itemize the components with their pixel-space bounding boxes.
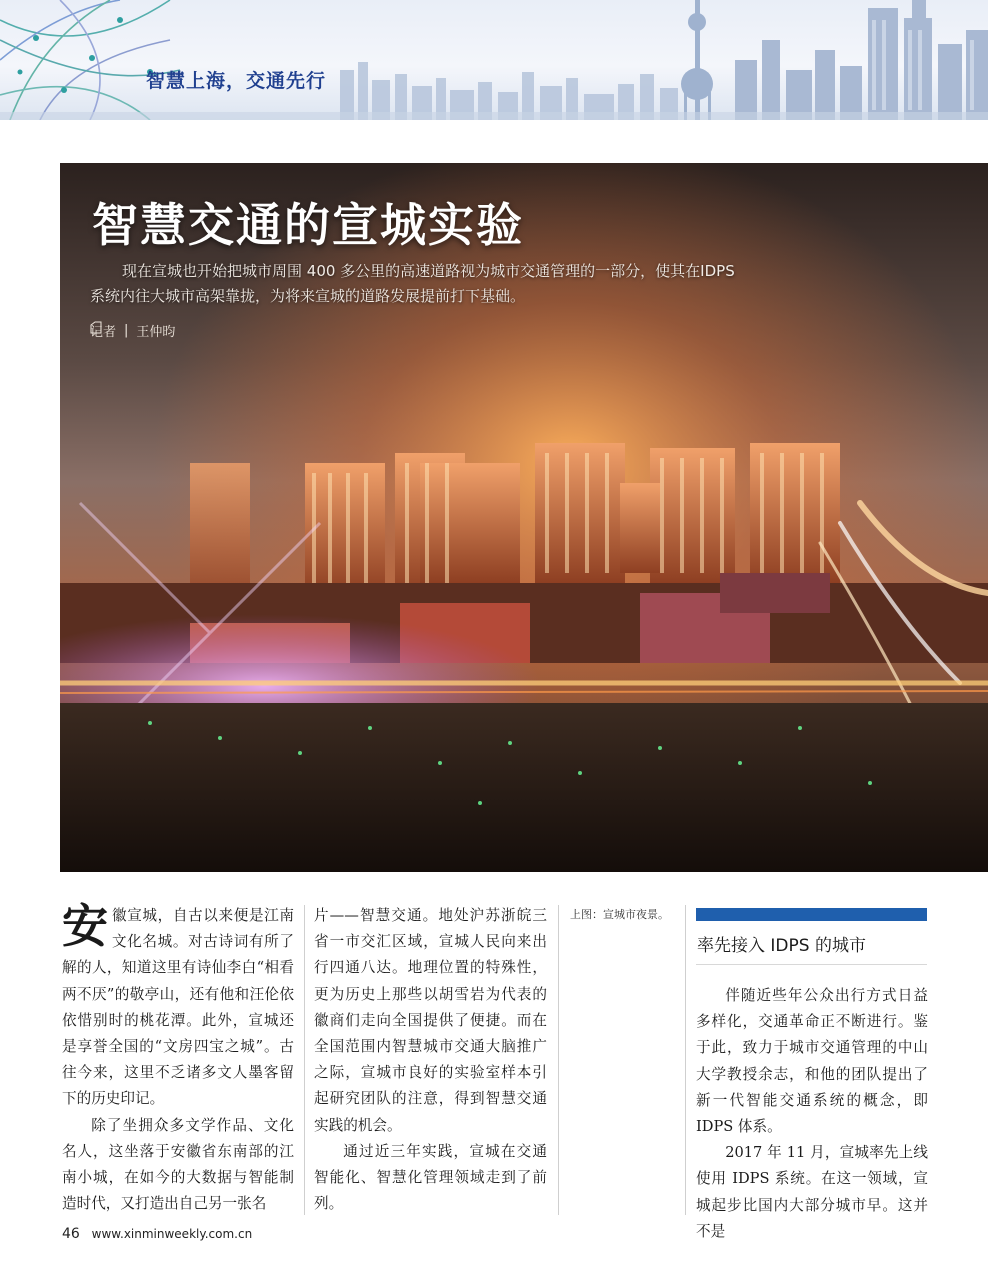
paragraph-2: 除了坐拥众多文学作品、文化名人，这坐落于安徽省东南部的江南小城，在如今的大数据与智能制造时代，又打造出自己另一张名 — [62, 1116, 294, 1213]
article-column-4 — [696, 983, 928, 1245]
article-column-2 — [314, 903, 547, 1217]
page-footer — [62, 1226, 252, 1242]
article-headline: 智慧交通的宣城实验 — [92, 198, 524, 252]
skyline-illustration — [0, 0, 988, 120]
section-subhead: 率先接入 IDPS 的城市 — [697, 936, 866, 956]
subhead-rule — [696, 964, 927, 965]
pen-icon — [90, 321, 102, 334]
header-banner — [0, 0, 988, 120]
article-column-1 — [62, 899, 294, 1217]
paragraph-4: 通过近三年实践，宣城在交通智能化、智慧化管理领域走到了前列。 — [314, 1142, 547, 1213]
section-title: 智慧上海，交通先行 — [146, 70, 327, 92]
paragraph-1: 徽宣城，自古以来便是江南文化名城。对古诗词有所了解的人，知道这里有诗仙李白“相看两不厌”的敬亭山，还有他和汪伦依依惜别时的桃花潭。此外，宣城还是享誉全国的“文房四宝之城”。古往今来，这里不乏诸多文人墨客留下的历史印记。 — [62, 907, 294, 1108]
page-number: 46 — [62, 1226, 80, 1242]
byline — [90, 321, 175, 340]
article-standfirst: 现在宣城也开始把城市周围 400 多公里的高速道路视为城市交通管理的一部分，使其在IDPS 系统内往大城市高架靠拢，为将来宣城的道路发展提前打下基础。 — [90, 262, 735, 305]
photo-caption: 上图：宣城市夜景。 — [570, 908, 669, 921]
paragraph-6: 2017 年 11 月，宣城率先上线使用 IDPS 系统。在这一领域，宣城起步比国内大部分城市早。这并不是 — [696, 1144, 928, 1240]
byline-name: 王仲昀 — [136, 325, 176, 340]
subhead-accent-bar — [696, 908, 927, 921]
paragraph-5: 伴随近些年公众出行方式日益多样化，交通革命正不断进行。鉴于此，致力于城市交通管理的中山大学教授余志，和他的团队提出了新一代智能交通系统的概念，即IDPS 体系。 — [696, 987, 928, 1136]
website-url: www.xinminweekly.com.cn — [91, 1227, 253, 1241]
paragraph-3: 片——智慧交通。地处沪苏浙皖三省一市交汇区域，宣城人民向来出行四通八达。地理位置的特殊性，更为历史上那些以胡雪岩为代表的徽商们走向全国提供了便捷。而在全国范围内智慧城市交通大脑推广之际，宣城市良好的实验室样本引起研究团队的注意，得到智慧交通实践的机会。 — [314, 907, 547, 1134]
byline-separator: | — [124, 323, 129, 338]
drop-cap: 安 — [62, 899, 108, 953]
column-divider — [304, 905, 305, 1215]
column-divider — [685, 905, 686, 1215]
byline-role: 记者 — [90, 325, 117, 340]
hero-photo — [60, 163, 988, 872]
column-divider — [558, 905, 559, 1215]
